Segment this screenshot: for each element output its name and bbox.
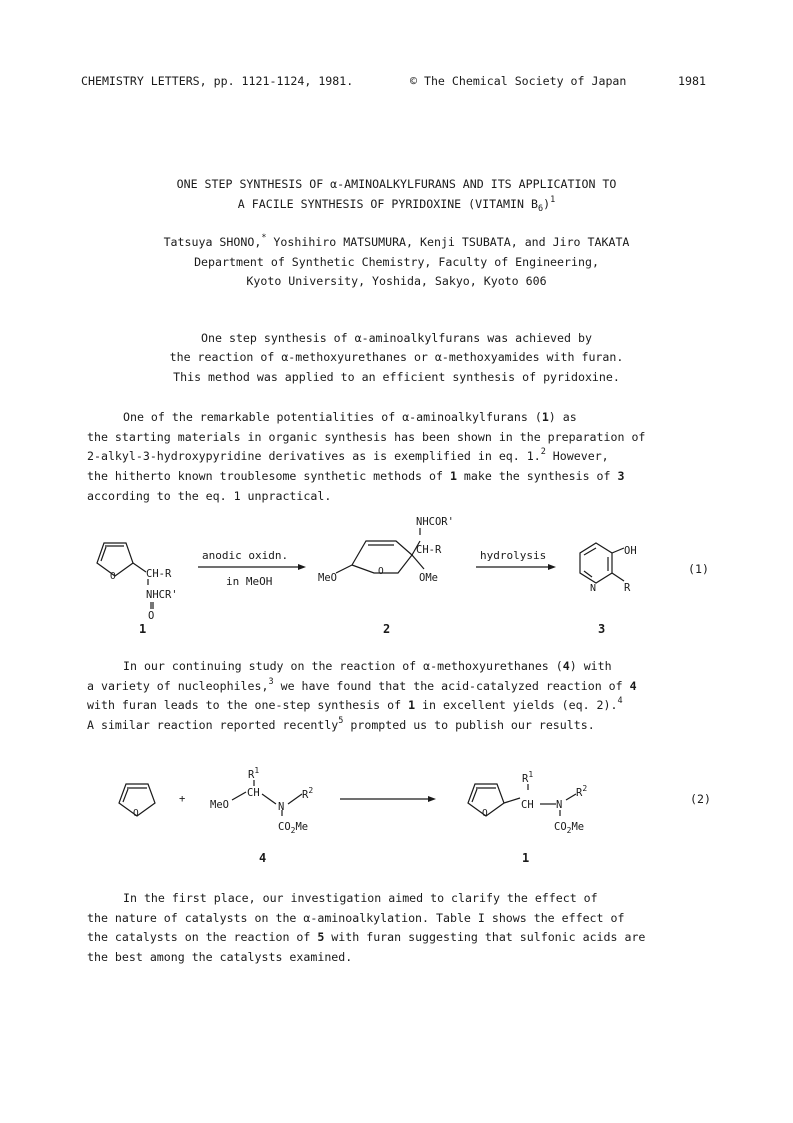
- compound-label-4: 4: [259, 851, 267, 865]
- paragraph-intro: One of the remarkable potentialities of α-aminoalkylfurans (1) as the starting materials in organic synthesis has been shown in the preparation of 2-alkyl-3-hydroxypyridine derivatives as is exemplified in eq. 1.$^2$ However, the hitherto known troublesome synthetic methods of 1 make the synthesis of 3 according to the eq. 1 unpractical.: [87, 410, 646, 503]
- compound-4-structure: [232, 780, 302, 816]
- paragraph-methoxyurethanes: In our continuing study on the reaction of α-methoxyurethanes (4) with a variety of nucleophiles,$^3$ we have found that the acid-catalyzed reaction of 4 with furan leads to the one-step synthesis of 1 in excellent yields (eq. 2).$^4$ A similar reaction reported recently$^5$ prompted us to publish our results.: [87, 659, 637, 733]
- c4-co2me-label: $CO_2Me$: [278, 821, 309, 835]
- c3-r-label: R: [624, 582, 631, 594]
- c3-oh-label: OH: [624, 545, 637, 557]
- arrow2-head: [548, 564, 556, 570]
- product-ring-oxygen: O: [482, 808, 488, 819]
- compound-label-3: 3: [598, 622, 606, 636]
- abstract-line-2: the reaction of α-methoxyurethanes or α-methoxyamides with furan.: [169, 350, 624, 364]
- compound-label-1b: 1: [522, 851, 530, 865]
- c1-carbonyl-o: O: [148, 610, 155, 622]
- citation-mark: 2: [540, 447, 546, 458]
- c4-n-label: N: [278, 801, 285, 813]
- title-line-2: A FACILE SYNTHESIS OF PYRIDOXINE (VITAMIN $B_6)^1$: [237, 195, 556, 214]
- reaction-scheme-1: [0, 515, 793, 645]
- plus-sign: +: [179, 793, 186, 805]
- affiliation-university: Kyoto University, Yoshida, Sakyo, Kyoto 606: [246, 274, 547, 288]
- c4-meo-label: MeO: [210, 799, 229, 811]
- product-co2me-label: $CO_2Me$: [554, 821, 585, 835]
- furan-reactant-oxygen: O: [133, 808, 139, 819]
- furan-oxygen: O: [110, 571, 116, 582]
- c2-chr-label: CH-R: [416, 544, 442, 556]
- c1-chr-label: CH-R: [146, 568, 172, 580]
- product-n-label: N: [556, 799, 563, 811]
- arrow2-top-text: hydrolysis: [480, 549, 547, 562]
- arrow1-top-text: anodic oxidn.: [202, 549, 289, 562]
- c4-r1-label: $R^1$: [248, 766, 260, 781]
- c3-nitrogen: N: [590, 583, 597, 594]
- arrow1-head: [298, 564, 306, 570]
- running-header: [81, 74, 353, 88]
- title-line-1: ONE STEP SYNTHESIS OF α-AMINOALKYLFURANS AND ITS APPLICATION TO: [176, 177, 617, 191]
- c4-ch-label: CH: [247, 787, 260, 799]
- copyright-notice: © The Chemical Society of Japan: [410, 74, 627, 88]
- corresponding-author-mark: *: [261, 233, 267, 243]
- arrow1-bottom-text: in MeOH: [226, 575, 273, 588]
- affiliation-department: Department of Synthetic Chemistry, Faculty of Engineering,: [194, 255, 599, 269]
- product-r2-label: $R^2$: [576, 784, 588, 799]
- title-footnote-mark: 1: [550, 195, 556, 205]
- compound-3-structure: [580, 543, 624, 583]
- compound-ref: 1: [541, 410, 549, 424]
- arrow3-head: [428, 796, 436, 802]
- c2-ome-label: OMe: [419, 572, 438, 584]
- compound-label-1: 1: [139, 622, 147, 636]
- product-ch-label: CH: [521, 799, 534, 811]
- equation-number-1: (1): [688, 562, 709, 576]
- product-r1-label: $R^1$: [522, 770, 534, 785]
- abstract-line-3: This method was applied to an efficient synthesis of pyridoxine.: [173, 370, 620, 384]
- equation-number-2: (2): [690, 792, 711, 806]
- journal-citation: CHEMISTRY LETTERS, pp. 1121-1124, 1981.: [81, 74, 354, 88]
- paragraph-catalysts: In the first place, our investigation aimed to clarify the effect of the nature of catalysts on the α-aminoalkylation. Table I shows the effect of the catalysts on the reaction of 5 with furan suggesting that sulfonic acids are the best among the catalysts examined.: [87, 891, 646, 965]
- author-list: Tatsuya SHONO,* Yoshihiro MATSUMURA, Kenji TSUBATA, and Jiro TAKATA: [163, 233, 630, 249]
- c2-nhcor-label: NHCOR': [416, 516, 454, 528]
- c2-meo-label: MeO: [318, 572, 337, 584]
- c1-nh-label: NHCR': [146, 589, 178, 601]
- compound-1-structure: [97, 543, 153, 609]
- compound-label-2: 2: [383, 622, 391, 636]
- abstract-line-1: One step synthesis of α-aminoalkylfurans was achieved by: [201, 331, 592, 345]
- reaction-scheme-2: [0, 758, 793, 873]
- c2-ring-oxygen: O: [378, 566, 384, 577]
- c4-r2-label: $R^2$: [302, 786, 314, 801]
- header-year: 1981: [678, 74, 706, 88]
